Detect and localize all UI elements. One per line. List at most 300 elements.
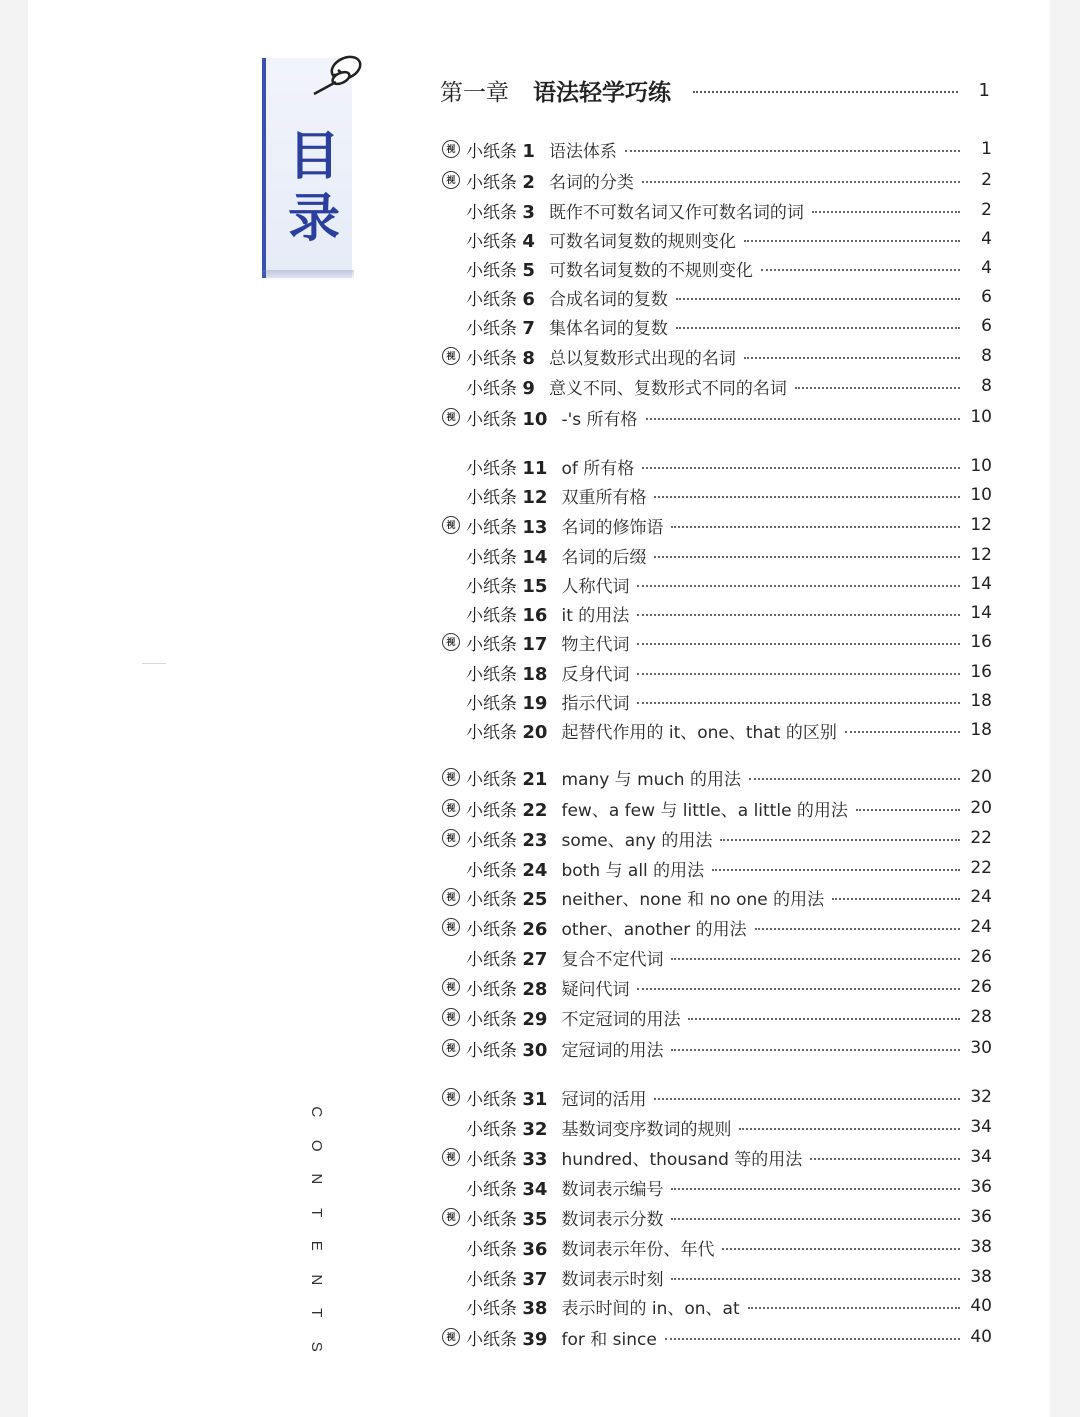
toc-entry[interactable] xyxy=(440,1033,992,1063)
entry-number: 13 xyxy=(522,516,548,538)
toc-entry[interactable] xyxy=(440,134,992,164)
dot-leader xyxy=(646,418,960,420)
entry-title: 意义不同、复数形式不同的名词 xyxy=(548,378,787,399)
entry-label xyxy=(466,885,547,910)
entry-page-number: 12 xyxy=(970,545,992,565)
entry-label xyxy=(466,1005,547,1030)
dot-leader xyxy=(761,269,960,271)
entry-label xyxy=(466,454,547,479)
dot-leader xyxy=(755,928,960,930)
entry-title: other、another 的用法 xyxy=(561,919,747,940)
entry-label xyxy=(466,405,547,430)
entry-title: 合成名词的复数 xyxy=(548,289,668,310)
entry-label-text: 小纸条 xyxy=(466,458,517,479)
entry-title: 总以复数形式出现的名词 xyxy=(548,348,736,369)
dot-leader xyxy=(637,673,960,675)
entry-page-number: 36 xyxy=(970,1177,992,1197)
entry-label-text: 小纸条 xyxy=(466,1009,517,1030)
chapter-title: 语法轻学巧练 xyxy=(533,79,671,106)
video-badge-icon xyxy=(440,767,462,787)
entry-label-text: 小纸条 xyxy=(466,949,517,970)
toc-entry[interactable] xyxy=(440,942,992,972)
entry-number: 20 xyxy=(522,721,548,743)
entry-label xyxy=(466,285,535,310)
entry-label-text: 小纸条 xyxy=(466,722,517,743)
entry-title: 可数名词复数的规则变化 xyxy=(548,231,736,252)
entry-label-text: 小纸条 xyxy=(466,830,517,851)
entry-number: 36 xyxy=(522,1238,548,1260)
entry-number: 35 xyxy=(522,1208,548,1230)
entry-label xyxy=(466,314,535,339)
dot-leader xyxy=(654,496,960,498)
entry-title: it 的用法 xyxy=(561,605,630,626)
entry-label xyxy=(466,660,547,685)
entry-number: 16 xyxy=(522,604,548,626)
dot-leader xyxy=(688,1018,960,1020)
entry-title: 基数词变序数词的规则 xyxy=(561,1119,732,1140)
entry-title: both 与 all 的用法 xyxy=(561,860,705,881)
entry-label xyxy=(466,543,547,568)
entry-page-number: 16 xyxy=(970,632,992,652)
entry-number: 22 xyxy=(522,799,548,821)
dot-leader xyxy=(637,585,960,587)
dot-leader xyxy=(637,702,960,704)
dot-leader xyxy=(671,1278,960,1280)
entry-page-number: 8 xyxy=(981,376,992,396)
dot-leader xyxy=(744,240,960,242)
badge-text: 视 xyxy=(442,408,460,426)
entry-number: 19 xyxy=(522,692,548,714)
dot-leader xyxy=(654,1098,960,1100)
entry-number: 1 xyxy=(522,140,535,162)
entry-label-text: 小纸条 xyxy=(466,800,517,821)
video-badge-icon xyxy=(440,170,462,190)
entry-number: 34 xyxy=(522,1178,548,1200)
badge-text: 视 xyxy=(442,1208,460,1226)
toc-entry[interactable] xyxy=(440,480,992,510)
entry-label xyxy=(466,975,547,1000)
dot-leader xyxy=(856,809,960,811)
dot-leader xyxy=(749,778,960,780)
entry-number: 27 xyxy=(522,948,548,970)
entry-label-text: 小纸条 xyxy=(466,1119,517,1140)
entry-label xyxy=(466,137,535,162)
entry-title: 反身代词 xyxy=(561,664,630,685)
entry-page-number: 36 xyxy=(970,1207,992,1227)
dot-leader xyxy=(812,211,960,213)
entry-number: 8 xyxy=(522,347,535,369)
video-badge-icon xyxy=(440,632,462,652)
dot-leader xyxy=(676,327,960,329)
toc-entry[interactable] xyxy=(440,882,992,912)
toc-entry[interactable] xyxy=(440,1322,992,1352)
entry-title: few、a few 与 little、a little 的用法 xyxy=(561,800,848,821)
entry-title: 数词表示编号 xyxy=(561,1179,664,1200)
entry-page-number: 12 xyxy=(970,515,992,535)
badge-text: 视 xyxy=(442,1148,460,1166)
video-badge-icon xyxy=(440,828,462,848)
entry-label xyxy=(466,718,547,743)
entry-title: 数词表示年份、年代 xyxy=(561,1239,715,1260)
entry-label xyxy=(466,256,535,281)
toc-entry[interactable] xyxy=(440,1262,992,1292)
entry-title: some、any 的用法 xyxy=(561,830,713,851)
video-badge-icon xyxy=(440,407,462,427)
toc-entry[interactable] xyxy=(440,657,992,687)
video-badge-icon xyxy=(440,977,462,997)
toc-entry[interactable] xyxy=(440,853,992,883)
entry-label-text: 小纸条 xyxy=(466,487,517,508)
entry-title: 语法体系 xyxy=(548,141,617,162)
entry-page-number: 22 xyxy=(970,858,992,878)
entry-label xyxy=(466,1325,547,1350)
entry-label-text: 小纸条 xyxy=(466,1239,517,1260)
badge-text: 视 xyxy=(442,1008,460,1026)
entry-label xyxy=(466,1294,547,1319)
entry-number: 24 xyxy=(522,859,548,881)
toc-entry[interactable] xyxy=(440,451,992,481)
entry-label-text: 小纸条 xyxy=(466,769,517,790)
entry-title: 冠词的活用 xyxy=(561,1089,647,1110)
entry-page-number: 22 xyxy=(970,828,992,848)
toc-entry[interactable] xyxy=(440,510,992,540)
entry-title: 可数名词复数的不规则变化 xyxy=(548,260,753,281)
toc-entry[interactable] xyxy=(440,540,992,570)
entry-page-number: 30 xyxy=(970,1038,992,1058)
entry-number: 12 xyxy=(522,486,548,508)
entry-page-number: 20 xyxy=(970,767,992,787)
entry-label-text: 小纸条 xyxy=(466,1089,517,1110)
dot-leader xyxy=(637,643,960,645)
entry-label-text: 小纸条 xyxy=(466,605,517,626)
entry-number: 29 xyxy=(522,1008,548,1030)
dot-leader xyxy=(671,526,960,528)
entry-page-number: 4 xyxy=(981,258,992,278)
dot-leader xyxy=(739,1128,960,1130)
dot-leader xyxy=(712,869,960,871)
dot-leader xyxy=(810,1158,960,1160)
entry-title: 数词表示时刻 xyxy=(561,1269,664,1290)
badge-text: 视 xyxy=(442,918,460,936)
entry-page-number: 16 xyxy=(970,662,992,682)
entry-label xyxy=(466,826,547,851)
entry-label-text: 小纸条 xyxy=(466,1209,517,1230)
toc-entry[interactable] xyxy=(440,715,992,745)
entry-title: 起替代作用的 it、one、that 的区别 xyxy=(561,722,837,743)
entry-label xyxy=(466,572,547,597)
contents-letter: S xyxy=(307,1341,325,1352)
dot-leader xyxy=(693,91,958,93)
entry-label xyxy=(466,945,547,970)
badge-text: 视 xyxy=(442,888,460,906)
entry-page-number: 1 xyxy=(981,139,992,159)
dot-leader xyxy=(845,731,960,733)
entry-page-number: 24 xyxy=(970,917,992,937)
entry-number: 39 xyxy=(522,1328,548,1350)
badge-text: 视 xyxy=(442,829,460,847)
entry-label-text: 小纸条 xyxy=(466,693,517,714)
toc-entry[interactable] xyxy=(440,1172,992,1202)
entry-title: 名词的修饰语 xyxy=(561,517,664,538)
dot-leader xyxy=(671,1218,960,1220)
toc-entry[interactable] xyxy=(440,341,992,371)
entry-label-text: 小纸条 xyxy=(466,1298,517,1319)
toc-entry[interactable] xyxy=(440,1142,992,1172)
entry-number: 25 xyxy=(522,888,548,910)
entry-title: hundred、thousand 等的用法 xyxy=(561,1149,803,1170)
contents-letter: T xyxy=(307,1207,325,1217)
toc-entry[interactable] xyxy=(440,627,992,657)
entry-label xyxy=(466,1175,547,1200)
video-badge-icon xyxy=(440,1007,462,1027)
entry-label-text: 小纸条 xyxy=(466,634,517,655)
entry-label xyxy=(466,1145,547,1170)
toc-entry[interactable] xyxy=(440,1202,992,1232)
entry-number: 9 xyxy=(522,377,535,399)
contents-letter: T xyxy=(307,1308,325,1318)
toc-entry[interactable] xyxy=(440,1291,992,1321)
dot-leader xyxy=(654,556,960,558)
contents-vertical-label xyxy=(306,1095,326,1363)
dot-leader xyxy=(748,1307,960,1309)
entry-number: 15 xyxy=(522,575,548,597)
entry-label xyxy=(466,630,547,655)
dot-leader xyxy=(676,298,960,300)
entry-page-number: 40 xyxy=(970,1327,992,1347)
entry-page-number: 2 xyxy=(981,170,992,190)
entry-number: 14 xyxy=(522,546,548,568)
tab-shadow xyxy=(262,270,354,280)
entry-label xyxy=(466,856,547,881)
entry-label-text: 小纸条 xyxy=(466,919,517,940)
badge-text: 视 xyxy=(442,140,460,158)
entry-number: 28 xyxy=(522,978,548,1000)
dot-leader xyxy=(671,1188,960,1190)
entry-title: 复合不定代词 xyxy=(561,949,664,970)
contents-letter: O xyxy=(307,1139,325,1152)
entry-label-text: 小纸条 xyxy=(466,576,517,597)
entry-number: 37 xyxy=(522,1268,548,1290)
entry-label-text: 小纸条 xyxy=(466,547,517,568)
entry-number: 5 xyxy=(522,259,535,281)
toc-entry[interactable] xyxy=(440,762,992,792)
entry-label xyxy=(466,765,547,790)
entry-page-number: 4 xyxy=(981,229,992,249)
dot-leader xyxy=(744,357,960,359)
entry-label xyxy=(466,168,535,193)
entry-title: of 所有格 xyxy=(561,458,635,479)
toc-entry[interactable] xyxy=(440,793,992,823)
contents-letter: N xyxy=(307,1273,325,1285)
entry-label xyxy=(466,1205,547,1230)
entry-page-number: 6 xyxy=(981,287,992,307)
entry-number: 6 xyxy=(522,288,535,310)
entry-page-number: 14 xyxy=(970,603,992,623)
entry-page-number: 34 xyxy=(970,1117,992,1137)
entry-label-text: 小纸条 xyxy=(466,1329,517,1350)
entry-label-text: 小纸条 xyxy=(466,889,517,910)
dot-leader xyxy=(665,1338,960,1340)
entry-number: 33 xyxy=(522,1148,548,1170)
entry-title: 名词的分类 xyxy=(548,172,634,193)
entry-page-number: 2 xyxy=(981,200,992,220)
badge-text: 视 xyxy=(442,347,460,365)
entry-page-number: 6 xyxy=(981,316,992,336)
toc-entry[interactable] xyxy=(440,253,992,283)
toc-entry[interactable] xyxy=(440,598,992,628)
entry-page-number: 26 xyxy=(970,977,992,997)
entry-page-number: 18 xyxy=(970,720,992,740)
toc-entry[interactable] xyxy=(440,912,992,942)
video-badge-icon xyxy=(440,139,462,159)
toc-entry[interactable] xyxy=(440,823,992,853)
contents-letter: N xyxy=(307,1173,325,1185)
entry-page-number: 34 xyxy=(970,1147,992,1167)
entry-label-text: 小纸条 xyxy=(466,1179,517,1200)
toc-entry[interactable] xyxy=(440,569,992,599)
entry-label xyxy=(466,513,547,538)
entry-label-text: 小纸条 xyxy=(466,409,517,430)
entry-title: 表示时间的 in、on、at xyxy=(561,1298,740,1319)
dot-leader xyxy=(720,839,960,841)
entry-number: 23 xyxy=(522,829,548,851)
toc-title-line2: 录 xyxy=(287,188,340,249)
entry-title: 人称代词 xyxy=(561,576,630,597)
entry-page-number: 38 xyxy=(970,1267,992,1287)
entry-page-number: 20 xyxy=(970,798,992,818)
toc-entry[interactable] xyxy=(440,686,992,716)
entry-label xyxy=(466,1115,547,1140)
entry-number: 4 xyxy=(522,230,535,252)
entry-number: 32 xyxy=(522,1118,548,1140)
video-badge-icon xyxy=(440,1207,462,1227)
entry-label-text: 小纸条 xyxy=(466,378,517,399)
entry-page-number: 18 xyxy=(970,691,992,711)
entry-label-text: 小纸条 xyxy=(466,231,517,252)
video-badge-icon xyxy=(440,1087,462,1107)
badge-text: 视 xyxy=(442,978,460,996)
entry-label-text: 小纸条 xyxy=(466,517,517,538)
video-badge-icon xyxy=(440,1038,462,1058)
entry-number: 18 xyxy=(522,663,548,685)
entry-number: 7 xyxy=(522,317,535,339)
badge-text: 视 xyxy=(442,799,460,817)
dot-leader xyxy=(832,898,960,900)
entry-label-text: 小纸条 xyxy=(466,141,517,162)
toc-entry[interactable] xyxy=(440,1232,992,1262)
entry-title: 数词表示分数 xyxy=(561,1209,664,1230)
entry-title: 疑问代词 xyxy=(561,979,630,1000)
entry-label-text: 小纸条 xyxy=(466,1269,517,1290)
entry-label-text: 小纸条 xyxy=(466,664,517,685)
video-badge-icon xyxy=(440,1147,462,1167)
entry-page-number: 8 xyxy=(981,346,992,366)
badge-text: 视 xyxy=(442,633,460,651)
chapter-page-number: 1 xyxy=(978,79,990,101)
entry-label xyxy=(466,1265,547,1290)
entry-label-text: 小纸条 xyxy=(466,202,517,223)
entry-page-number: 24 xyxy=(970,887,992,907)
toc-title xyxy=(284,126,344,250)
entry-number: 21 xyxy=(522,768,548,790)
entry-label xyxy=(466,796,547,821)
badge-text: 视 xyxy=(442,171,460,189)
entry-page-number: 40 xyxy=(970,1296,992,1316)
entry-label-text: 小纸条 xyxy=(466,318,517,339)
contents-letter: E xyxy=(307,1240,325,1251)
video-badge-icon xyxy=(440,515,462,535)
entry-label-text: 小纸条 xyxy=(466,1040,517,1061)
entry-title: 不定冠词的用法 xyxy=(561,1009,681,1030)
entry-title: 物主代词 xyxy=(561,634,630,655)
entry-number: 26 xyxy=(522,918,548,940)
entry-label-text: 小纸条 xyxy=(466,979,517,1000)
dot-leader xyxy=(642,181,960,183)
toc-entry[interactable] xyxy=(440,224,992,254)
entry-title: 双重所有格 xyxy=(561,487,647,508)
entry-title: 指示代词 xyxy=(561,693,630,714)
badge-text: 视 xyxy=(442,1039,460,1057)
dot-leader xyxy=(671,1049,960,1051)
video-badge-icon xyxy=(440,798,462,818)
toc-entry[interactable] xyxy=(440,311,992,341)
entry-page-number: 26 xyxy=(970,947,992,967)
video-badge-icon xyxy=(440,887,462,907)
entry-number: 17 xyxy=(522,633,548,655)
toc-entry[interactable] xyxy=(440,1082,992,1112)
chapter-heading[interactable] xyxy=(440,72,990,108)
dot-leader xyxy=(637,614,960,616)
entry-label xyxy=(466,1036,547,1061)
entry-title: many 与 much 的用法 xyxy=(561,769,741,790)
entry-title: 既作不可数名词又作可数名词的词 xyxy=(548,202,804,223)
entry-title: 集体名词的复数 xyxy=(548,318,668,339)
entry-number: 3 xyxy=(522,201,535,223)
entry-page-number: 10 xyxy=(970,485,992,505)
entry-label-text: 小纸条 xyxy=(466,860,517,881)
badge-text: 视 xyxy=(442,516,460,534)
entry-label xyxy=(466,1235,547,1260)
badge-text: 视 xyxy=(442,768,460,786)
margin-mark xyxy=(142,663,166,664)
entry-page-number: 10 xyxy=(970,407,992,427)
entry-label xyxy=(466,227,535,252)
video-badge-icon xyxy=(440,346,462,366)
entry-title: for 和 since xyxy=(561,1329,657,1350)
entry-label xyxy=(466,483,547,508)
entry-page-number: 14 xyxy=(970,574,992,594)
toc-entry[interactable] xyxy=(440,1002,992,1032)
video-badge-icon xyxy=(440,1327,462,1347)
entry-title: 定冠词的用法 xyxy=(561,1040,664,1061)
toc-entry[interactable] xyxy=(440,282,992,312)
contents-letter: C xyxy=(307,1106,325,1118)
entry-number: 31 xyxy=(522,1088,548,1110)
entry-label-text: 小纸条 xyxy=(466,1149,517,1170)
entry-label-text: 小纸条 xyxy=(466,260,517,281)
dot-leader xyxy=(722,1248,960,1250)
toc-entry[interactable] xyxy=(440,402,992,432)
entry-label xyxy=(466,374,535,399)
toc-entry[interactable] xyxy=(440,371,992,401)
toc-entry[interactable] xyxy=(440,1112,992,1142)
toc-entry[interactable] xyxy=(440,972,992,1002)
toc-entry[interactable] xyxy=(440,165,992,195)
entry-title: 名词的后缀 xyxy=(561,547,647,568)
toc-entry[interactable] xyxy=(440,195,992,225)
badge-text: 视 xyxy=(442,1328,460,1346)
entry-label xyxy=(466,344,535,369)
